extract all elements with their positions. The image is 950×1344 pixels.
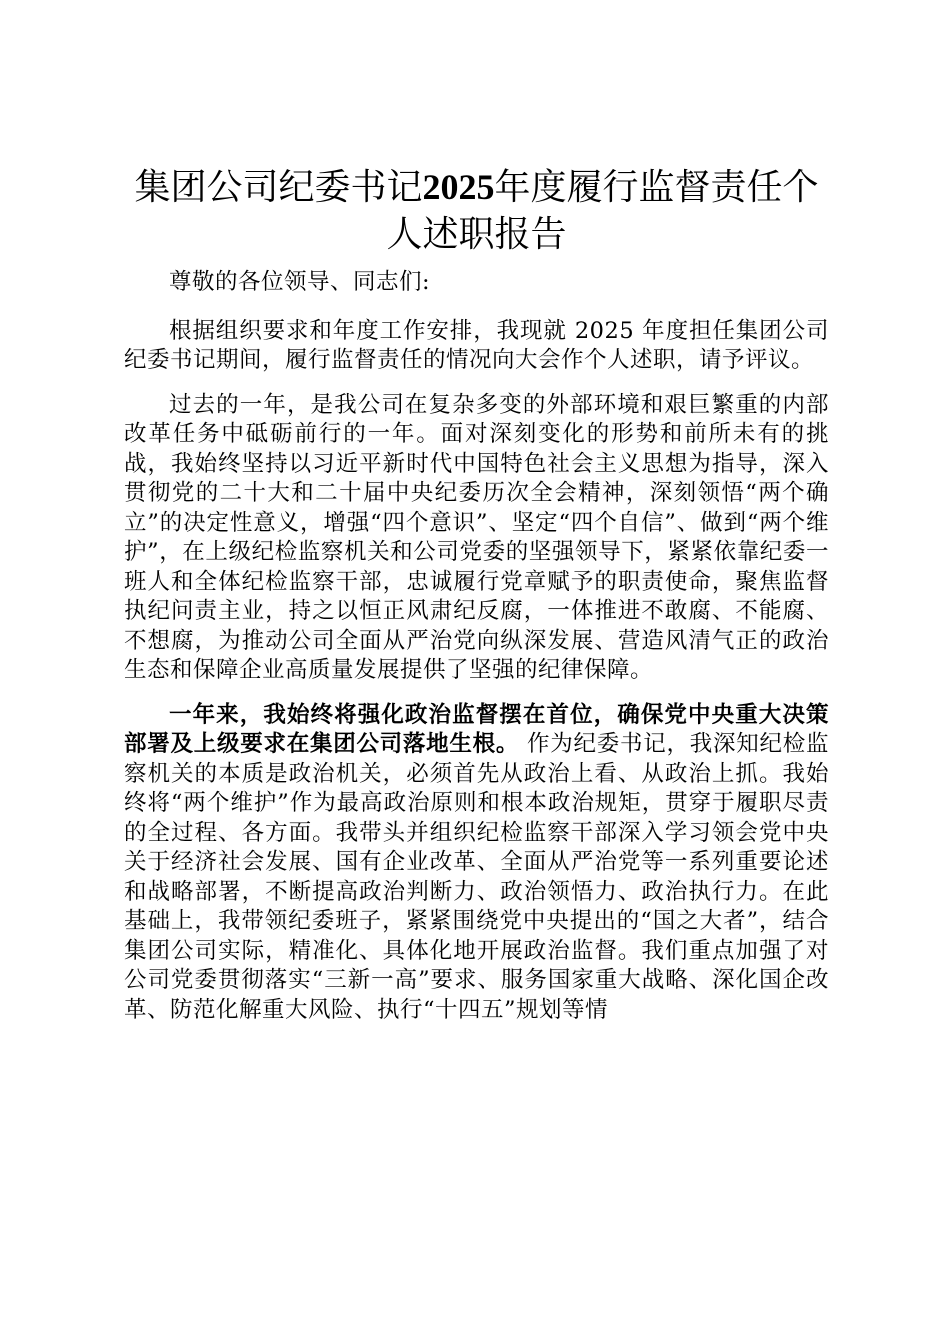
title-part1: 集团公司纪委书记	[134, 167, 423, 208]
paragraph-overview: 过去的一年，是我公司在复杂多变的外部环境和艰巨繁重的内部改革任务中砥砺前行的一年。面对深刻变化的形势和前所未有的挑战，我始终坚持以习近平新时代中国特色社会主义思想为指导，深入贯彻党的二十大和二十届中央纪委历次全会精神，深刻领悟“两个确立”的决定性意义，增强“四个意识”、坚定“四个自信”、做到“两个维护”，在上级纪检监察机关和公司党委的坚强领导下，紧紧依靠纪委一班人和全体纪检监察干部，忠诚履行党章赋予的职责使命，聚焦监督执纪问责主业，持之以恒正风肃纪反腐，一体推进不敢腐、不能腐、不想腐，为推动公司全面从严治党向纵深发展、营造风清气正的政治生态和保障企业高质量发展提供了坚强的纪律保障。	[124, 391, 829, 683]
paragraph-body: 作为纪委书记，我深知纪检监察机关的本质是政治机关，必须首先从政治上看、从政治上抓。我始终将“两个维护”作为最高政治原则和根本政治规矩，贯穿于履职尽责的全过程、各方面。我带头并组织纪检监察干部深入学习领会党中央关于经济社会发展、国有企业改革、全面从严治党等一系列重要论述和战略部署，不断提高政治判断力、政治领悟力、政治执行力。在此基础上，我带领纪委班子，紧紧围绕党中央提出的“国之大者”，结合集团公司实际，精准化、具体化地开展政治监督。我们重点加强了对公司党委贯彻落实“三新一高”要求、服务国家重大战略、深化国企改革、防范化解重大风险、执行“十四五”规划等情	[124, 731, 829, 1023]
title-year: 2025	[422, 167, 495, 207]
document-title	[124, 164, 829, 258]
greeting: 尊敬的各位领导、同志们:	[169, 269, 431, 295]
paragraph-lead-sentence: 一年来，我始终将强化政治监督摆在首位，确保党中央重大决策部署及上级要求在集团公司落地生根。	[124, 701, 829, 757]
title-part2: 年度履行监督责任个人述职报告	[386, 167, 819, 255]
paragraph-intro: 根据组织要求和年度工作安排，我现就 2025 年度担任集团公司纪委书记期间，履行监督责任的情况向大会作个人述职，请予评议。	[124, 317, 829, 373]
document-page	[124, 164, 829, 1040]
paragraph-political-supervision	[124, 701, 829, 1026]
